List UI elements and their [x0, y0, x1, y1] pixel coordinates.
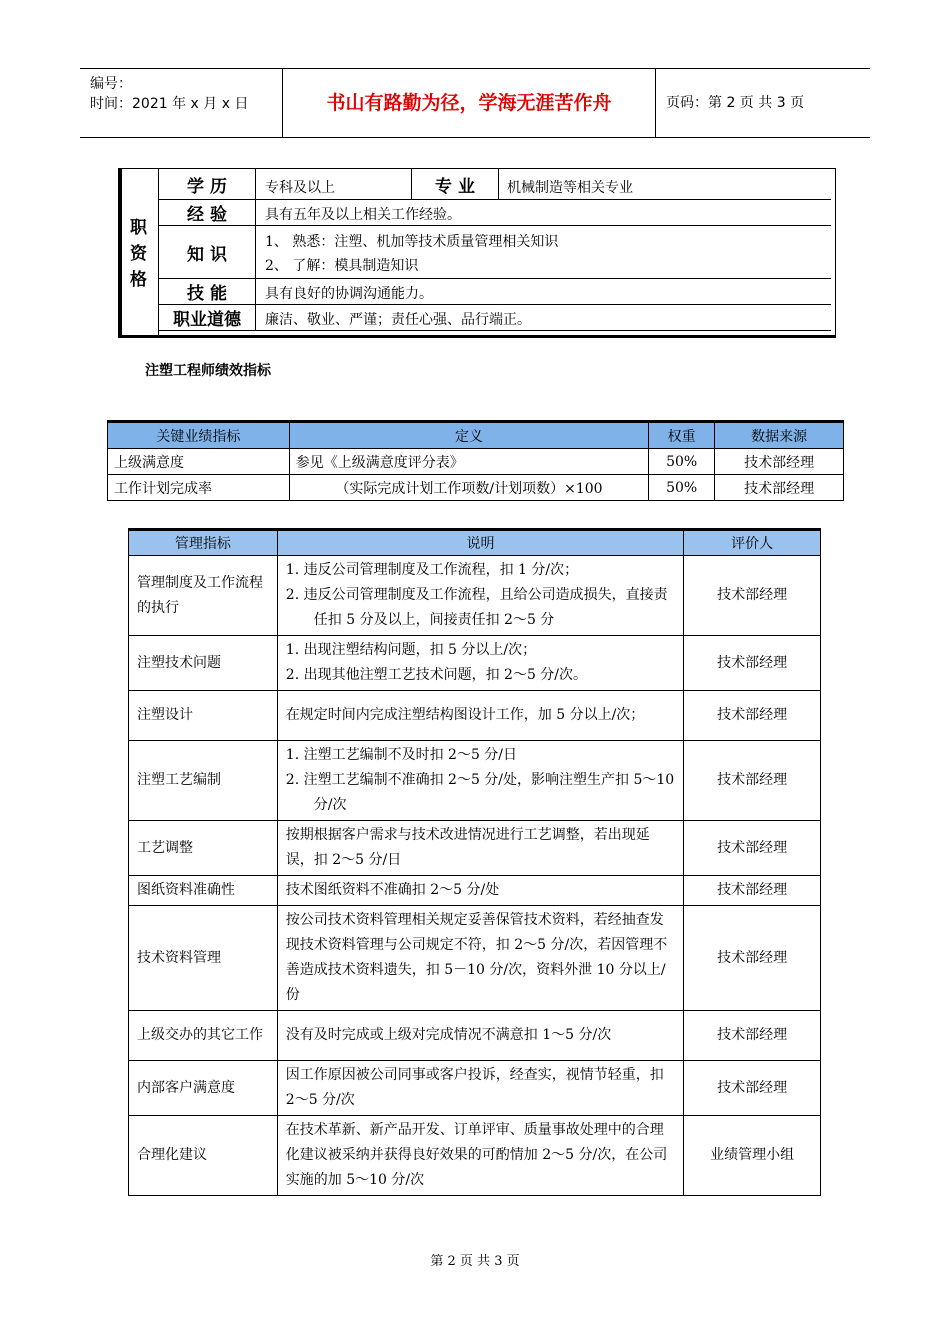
mgmt-evaluator: 技术部经理 [684, 906, 821, 1011]
description-item: 1. 违反公司管理制度及工作流程，扣 1 分/次； [285, 562, 579, 578]
knowledge-line-2: 2、 了解：模具制造知识 [265, 258, 419, 274]
skill-label: 技 能 [159, 279, 256, 304]
mgmt-evaluator: 技术部经理 [684, 1011, 821, 1061]
ethics-label: 职业道德 [159, 305, 256, 330]
side-char: 格 [130, 270, 147, 290]
qualification-side-label [122, 169, 159, 335]
knowledge-label: 知 识 [159, 226, 256, 278]
experience-row [159, 200, 831, 226]
number-label: 编号： [90, 76, 132, 92]
table-row [129, 906, 821, 1011]
time-label: 时间：2021 年 x 月 x 日 [90, 96, 249, 112]
knowledge-line-1: 1、 熟悉：注塑、机加等技术质量管理相关知识 [265, 234, 559, 250]
mgmt-indicator-name: 内部客户满意度 [129, 1061, 278, 1116]
description-item: 1. 注塑工艺编制不及时扣 2～5 分/日 [285, 747, 518, 763]
mgmt-indicator-name: 注塑技术问题 [129, 636, 278, 691]
table-row [129, 636, 821, 691]
knowledge-row [159, 226, 831, 279]
table-row [129, 691, 821, 741]
mgmt-evaluator: 技术部经理 [684, 741, 821, 821]
table-row [129, 741, 821, 821]
kpi-source: 技术部经理 [715, 449, 844, 475]
mgmt-indicator-description: 技术图纸资料不准确扣 2～5 分/处 [277, 876, 683, 906]
education-label: 学 历 [159, 169, 256, 199]
experience-label: 经 验 [159, 200, 256, 225]
mgmt-evaluator: 技术部经理 [684, 636, 821, 691]
skill-row [159, 279, 831, 305]
page-footer: 第 2 页 共 3 页 [430, 1254, 520, 1269]
mgmt-indicator-description: 在规定时间内完成注塑结构图设计工作，加 5 分以上/次； [277, 691, 683, 741]
mgmt-evaluator: 技术部经理 [684, 691, 821, 741]
kpi-source: 技术部经理 [715, 475, 844, 501]
kpi-name: 工作计划完成率 [108, 475, 290, 501]
mgmt-indicator-name: 管理制度及工作流程的执行 [129, 556, 278, 636]
mgmt-indicator-name: 合理化建议 [129, 1116, 278, 1196]
kpi-header-row [108, 422, 844, 449]
mgmt-indicator-description [277, 741, 683, 821]
table-row [129, 1061, 821, 1116]
kpi-header-cell: 数据来源 [715, 422, 844, 449]
side-char: 职 [130, 218, 147, 238]
mgmt-indicator-name: 技术资料管理 [129, 906, 278, 1011]
table-row [129, 876, 821, 906]
table-row [108, 449, 844, 475]
ethics-value: 廉洁、敬业、严谨；责任心强、品行端正。 [265, 312, 531, 328]
kpi-weight: 50% [649, 449, 715, 475]
mgmt-indicator-name: 工艺调整 [129, 821, 278, 876]
description-item: 2. 注塑工艺编制不准确扣 2～5 分/处，影响注塑生产扣 5～10 分/次 [285, 772, 675, 813]
mgmt-evaluator: 技术部经理 [684, 821, 821, 876]
mgmt-indicator-name: 图纸资料准确性 [129, 876, 278, 906]
table-row [108, 475, 844, 501]
description-item: 2. 违反公司管理制度及工作流程，且给公司造成损失，直接责任扣 5 分及以上，间接责任扣 2～5 分 [285, 587, 668, 628]
kpi-definition: 参见《上级满意度评分表》 [289, 449, 648, 475]
page-header [80, 68, 870, 138]
kpi-weight: 50% [649, 475, 715, 501]
mgmt-evaluator: 技术部经理 [684, 876, 821, 906]
side-char: 资 [130, 244, 147, 264]
mgmt-indicator-description: 因工作原因被公司同事或客户投诉，经查实，视情节轻重，扣 2～5 分/次 [277, 1061, 683, 1116]
mgmt-indicator-name: 注塑设计 [129, 691, 278, 741]
kpi-header-cell: 定义 [289, 422, 648, 449]
mgmt-evaluator: 技术部经理 [684, 556, 821, 636]
mgmt-indicator-name: 上级交办的其它工作 [129, 1011, 278, 1061]
skill-value: 具有良好的协调沟通能力。 [265, 286, 433, 302]
table-row [129, 821, 821, 876]
mgmt-indicator-description: 在技术革新、新产品开发、订单评审、质量事故处理中的合理化建议被采纳并获得良好效果的可酌情加 2～5 分/次，在公司实施的加 5～10 分/次 [277, 1116, 683, 1196]
ethics-row [159, 305, 831, 331]
section-title: 注塑工程师绩效指标 [145, 363, 271, 379]
description-item: 2. 出现其他注塑工艺技术问题，扣 2～5 分/次。 [285, 667, 588, 683]
mgmt-header-cell: 评价人 [684, 530, 821, 556]
kpi-header-cell: 权重 [649, 422, 715, 449]
table-row [129, 1116, 821, 1196]
table-row [129, 556, 821, 636]
mgmt-indicator-name: 注塑工艺编制 [129, 741, 278, 821]
major-label: 专 业 [411, 169, 499, 199]
mgmt-indicator-description: 按期根据客户需求与技术改进情况进行工艺调整，若出现延误，扣 2～5 分/日 [277, 821, 683, 876]
header-motto: 书山有路勤为径，学海无涯苦作舟 [283, 69, 656, 137]
mgmt-indicator-description [277, 636, 683, 691]
mgmt-evaluator: 技术部经理 [684, 1061, 821, 1116]
major-value: 机械制造等相关专业 [507, 180, 633, 196]
mgmt-header-cell: 说明 [277, 530, 683, 556]
education-row [159, 169, 831, 200]
qualification-box [118, 168, 836, 338]
header-meta [80, 69, 283, 137]
mgmt-header-row [129, 530, 821, 556]
kpi-table [107, 420, 844, 501]
experience-value: 具有五年及以上相关工作经验。 [265, 207, 461, 223]
mgmt-indicator-description [277, 556, 683, 636]
header-page-label: 页码：第 2 页 共 3 页 [666, 95, 805, 111]
description-item: 1. 出现注塑结构问题，扣 5 分以上/次； [285, 642, 537, 658]
mgmt-indicator-description: 按公司技术资料管理相关规定妥善保管技术资料，若经抽查发现技术资料管理与公司规定不符，扣 2～5 分/次，若因管理不善造成技术资料遗失，扣 5－10 分/次，资料外泄 10 分以上/份 [277, 906, 683, 1011]
mgmt-evaluator: 业绩管理小组 [684, 1116, 821, 1196]
table-row [129, 1011, 821, 1061]
mgmt-indicator-description: 没有及时完成或上级对完成情况不满意扣 1～5 分/次 [277, 1011, 683, 1061]
kpi-name: 上级满意度 [108, 449, 290, 475]
kpi-definition: （实际完成计划工作项数/计划项数）×100 [289, 475, 648, 501]
management-table [128, 528, 821, 1196]
kpi-header-cell: 关键业绩指标 [108, 422, 290, 449]
mgmt-header-cell: 管理指标 [129, 530, 278, 556]
education-value: 专科及以上 [265, 180, 335, 196]
